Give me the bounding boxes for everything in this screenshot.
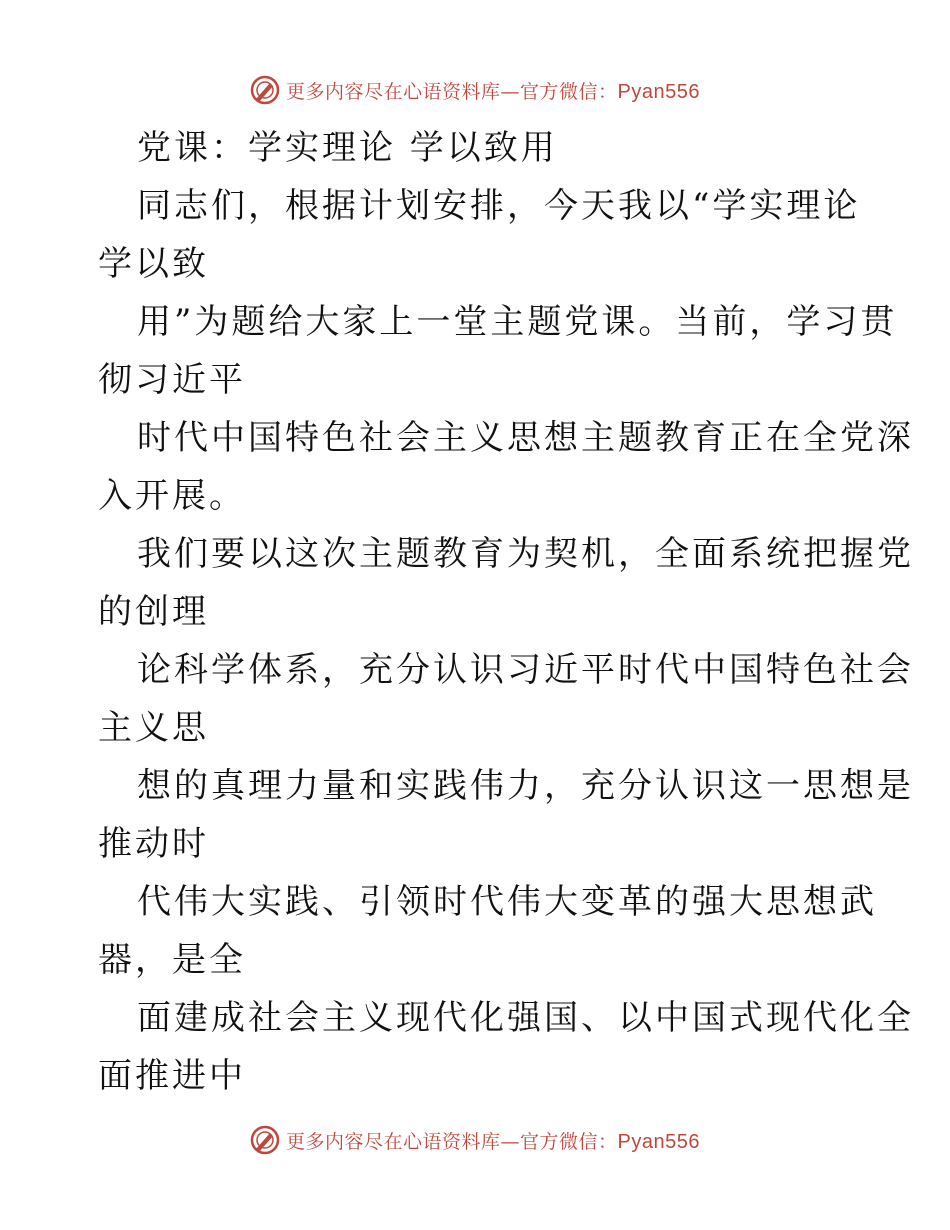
header-watermark	[0, 70, 950, 110]
text-line: 学以致	[98, 244, 209, 284]
text-line: 想的真理力量和实践伟力，充分认识这一思想是	[137, 766, 914, 806]
text-line: 我们要以这次主题教育为契机，全面系统把握党	[137, 534, 914, 574]
text-line: 面推进中	[98, 1056, 246, 1096]
text-line: 彻习近平	[98, 360, 246, 400]
text-line: 论科学体系，充分认识习近平时代中国特色社会	[137, 650, 914, 690]
text-line: 代伟大实践、引领时代伟大变革的强大思想武	[137, 882, 877, 922]
text-line: 器，是全	[98, 940, 246, 980]
pen-logo-icon	[250, 1125, 280, 1155]
text-line: 的创理	[98, 592, 209, 632]
watermark-wechat-id: Pyan556	[617, 1130, 700, 1153]
watermark-text: 更多内容尽在心语资料库—官方微信：Pyan556	[286, 80, 700, 103]
text-line: 时代中国特色社会主义思想主题教育正在全党深	[137, 418, 914, 458]
text-line: 推动时	[98, 824, 209, 864]
watermark-wechat-id: Pyan556	[617, 80, 700, 103]
text-line: 入开展。	[98, 476, 246, 516]
document-title: 党课：学实理论 学以致用	[137, 128, 558, 168]
text-line: 同志们，根据计划安排，今天我以“学实理论	[137, 186, 861, 226]
text-line: 主义思	[98, 708, 209, 748]
text-line: 面建成社会主义现代化强国、以中国式现代化全	[137, 998, 914, 1038]
footer-watermark	[0, 1120, 950, 1160]
pen-logo-icon	[250, 75, 280, 105]
watermark-text: 更多内容尽在心语资料库—官方微信：Pyan556	[286, 1130, 700, 1153]
text-line: 用”为题给大家上一堂主题党课。当前，学习贯	[137, 302, 898, 342]
